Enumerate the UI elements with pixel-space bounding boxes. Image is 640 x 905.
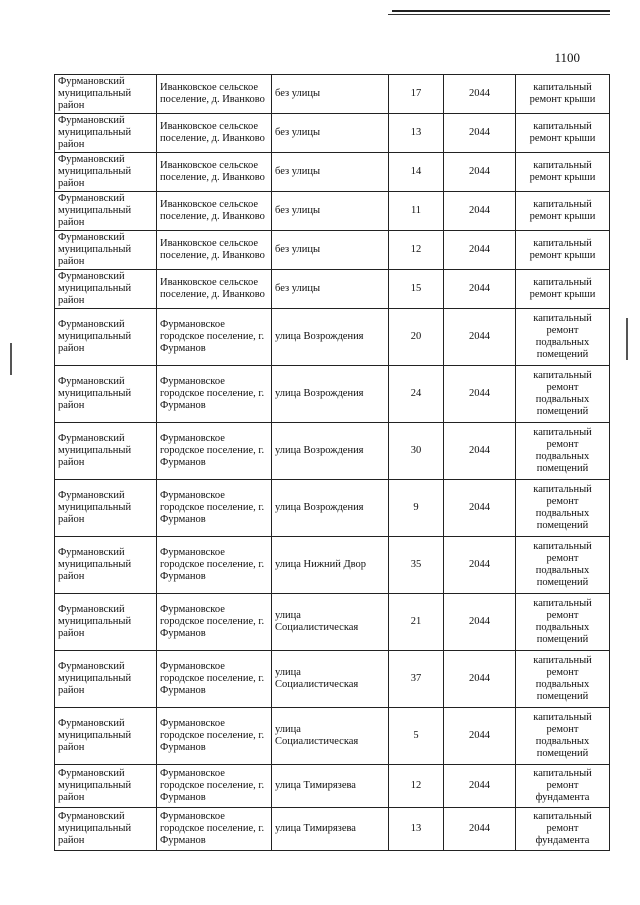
table-row (55, 594, 610, 651)
cell-work: капитальный ремонт подвальных помещений (516, 537, 610, 594)
cell-year: 2044 (444, 480, 516, 537)
cell-district: Фурмановский муниципальный район (55, 114, 157, 153)
cell-house: 37 (389, 651, 444, 708)
cell-house: 15 (389, 270, 444, 309)
cell-house: 14 (389, 153, 444, 192)
page-number: 1100 (554, 50, 580, 65)
cell-house: 12 (389, 765, 444, 808)
cell-house: 5 (389, 708, 444, 765)
cell-district: Фурмановский муниципальный район (55, 708, 157, 765)
cell-street: улица Нижний Двор (272, 537, 389, 594)
cell-street: улица Возрождения (272, 366, 389, 423)
scan-mark-left (10, 343, 12, 375)
table-row (55, 537, 610, 594)
cell-work: капитальный ремонт крыши (516, 114, 610, 153)
cell-settlement: Фурмановское городское поселение, г. Фурманов (157, 708, 272, 765)
cell-house: 21 (389, 594, 444, 651)
cell-settlement: Фурмановское городское поселение, г. Фурманов (157, 765, 272, 808)
cell-work: капитальный ремонт подвальных помещений (516, 366, 610, 423)
cell-work: капитальный ремонт подвальных помещений (516, 651, 610, 708)
table-row (55, 765, 610, 808)
cell-settlement: Фурмановское городское поселение, г. Фурманов (157, 537, 272, 594)
cell-street: без улицы (272, 192, 389, 231)
cell-work: капитальный ремонт крыши (516, 153, 610, 192)
cell-district: Фурмановский муниципальный район (55, 480, 157, 537)
cell-district: Фурмановский муниципальный район (55, 192, 157, 231)
cell-street: улица Возрождения (272, 480, 389, 537)
cell-settlement: Фурмановское городское поселение, г. Фурманов (157, 808, 272, 851)
cell-work: капитальный ремонт подвальных помещений (516, 594, 610, 651)
cell-street: без улицы (272, 231, 389, 270)
table-row (55, 75, 610, 114)
table-row (55, 231, 610, 270)
cell-district: Фурмановский муниципальный район (55, 537, 157, 594)
cell-year: 2044 (444, 192, 516, 231)
cell-house: 9 (389, 480, 444, 537)
table-row (55, 192, 610, 231)
cell-house: 11 (389, 192, 444, 231)
cell-house: 13 (389, 808, 444, 851)
cell-district: Фурмановский муниципальный район (55, 594, 157, 651)
cell-year: 2044 (444, 594, 516, 651)
cell-settlement: Фурмановское городское поселение, г. Фурманов (157, 309, 272, 366)
cell-year: 2044 (444, 651, 516, 708)
table-row (55, 808, 610, 851)
cell-year: 2044 (444, 114, 516, 153)
cell-house: 24 (389, 366, 444, 423)
cell-street: без улицы (272, 270, 389, 309)
cell-year: 2044 (444, 808, 516, 851)
cell-settlement: Иванковское сельское поселение, д. Иванково (157, 114, 272, 153)
cell-district: Фурмановский муниципальный район (55, 765, 157, 808)
cell-district: Фурмановский муниципальный район (55, 231, 157, 270)
cell-settlement: Иванковское сельское поселение, д. Иванково (157, 231, 272, 270)
cell-street: без улицы (272, 153, 389, 192)
cell-house: 30 (389, 423, 444, 480)
repair-schedule-table (54, 74, 610, 851)
cell-street: улица Социалистическая (272, 651, 389, 708)
cell-year: 2044 (444, 537, 516, 594)
table-row (55, 423, 610, 480)
cell-district: Фурмановский муниципальный район (55, 808, 157, 851)
cell-settlement: Фурмановское городское поселение, г. Фурманов (157, 651, 272, 708)
cell-year: 2044 (444, 366, 516, 423)
cell-year: 2044 (444, 708, 516, 765)
table-row (55, 480, 610, 537)
cell-settlement: Фурмановское городское поселение, г. Фурманов (157, 594, 272, 651)
cell-street: улица Социалистическая (272, 594, 389, 651)
cell-district: Фурмановский муниципальный район (55, 423, 157, 480)
cell-settlement: Фурмановское городское поселение, г. Фурманов (157, 423, 272, 480)
cell-year: 2044 (444, 231, 516, 270)
cell-year: 2044 (444, 765, 516, 808)
cell-work: капитальный ремонт крыши (516, 270, 610, 309)
cell-district: Фурмановский муниципальный район (55, 651, 157, 708)
cell-settlement: Иванковское сельское поселение, д. Иванково (157, 192, 272, 231)
cell-work: капитальный ремонт подвальных помещений (516, 480, 610, 537)
cell-work: капитальный ремонт крыши (516, 192, 610, 231)
cell-house: 17 (389, 75, 444, 114)
cell-street: улица Возрождения (272, 309, 389, 366)
cell-year: 2044 (444, 75, 516, 114)
cell-work: капитальный ремонт подвальных помещений (516, 309, 610, 366)
cell-district: Фурмановский муниципальный район (55, 270, 157, 309)
cell-settlement: Иванковское сельское поселение, д. Иванково (157, 270, 272, 309)
cell-work: капитальный ремонт фундамента (516, 765, 610, 808)
cell-year: 2044 (444, 309, 516, 366)
cell-street: без улицы (272, 75, 389, 114)
cell-house: 35 (389, 537, 444, 594)
cell-street: без улицы (272, 114, 389, 153)
table-row (55, 153, 610, 192)
cell-work: капитальный ремонт фундамента (516, 808, 610, 851)
cell-street: улица Тимирязева (272, 808, 389, 851)
cell-house: 20 (389, 309, 444, 366)
cell-street: улица Тимирязева (272, 765, 389, 808)
cell-house: 13 (389, 114, 444, 153)
cell-work: капитальный ремонт подвальных помещений (516, 708, 610, 765)
table-body (55, 75, 610, 851)
cell-district: Фурмановский муниципальный район (55, 75, 157, 114)
header-rule-thin (388, 14, 610, 15)
cell-settlement: Фурмановское городское поселение, г. Фурманов (157, 480, 272, 537)
cell-year: 2044 (444, 270, 516, 309)
table-row (55, 366, 610, 423)
cell-work: капитальный ремонт крыши (516, 231, 610, 270)
header-rule (392, 10, 610, 12)
cell-work: капитальный ремонт подвальных помещений (516, 423, 610, 480)
table-row (55, 651, 610, 708)
cell-settlement: Фурмановское городское поселение, г. Фурманов (157, 366, 272, 423)
cell-settlement: Иванковское сельское поселение, д. Иванково (157, 75, 272, 114)
cell-district: Фурмановский муниципальный район (55, 153, 157, 192)
table-row (55, 114, 610, 153)
cell-house: 12 (389, 231, 444, 270)
table-row (55, 309, 610, 366)
cell-settlement: Иванковское сельское поселение, д. Иванково (157, 153, 272, 192)
scan-mark-right (626, 318, 628, 360)
cell-district: Фурмановский муниципальный район (55, 309, 157, 366)
cell-year: 2044 (444, 423, 516, 480)
cell-district: Фурмановский муниципальный район (55, 366, 157, 423)
cell-street: улица Социалистическая (272, 708, 389, 765)
table-row (55, 708, 610, 765)
cell-year: 2044 (444, 153, 516, 192)
table-row (55, 270, 610, 309)
cell-street: улица Возрождения (272, 423, 389, 480)
cell-work: капитальный ремонт крыши (516, 75, 610, 114)
